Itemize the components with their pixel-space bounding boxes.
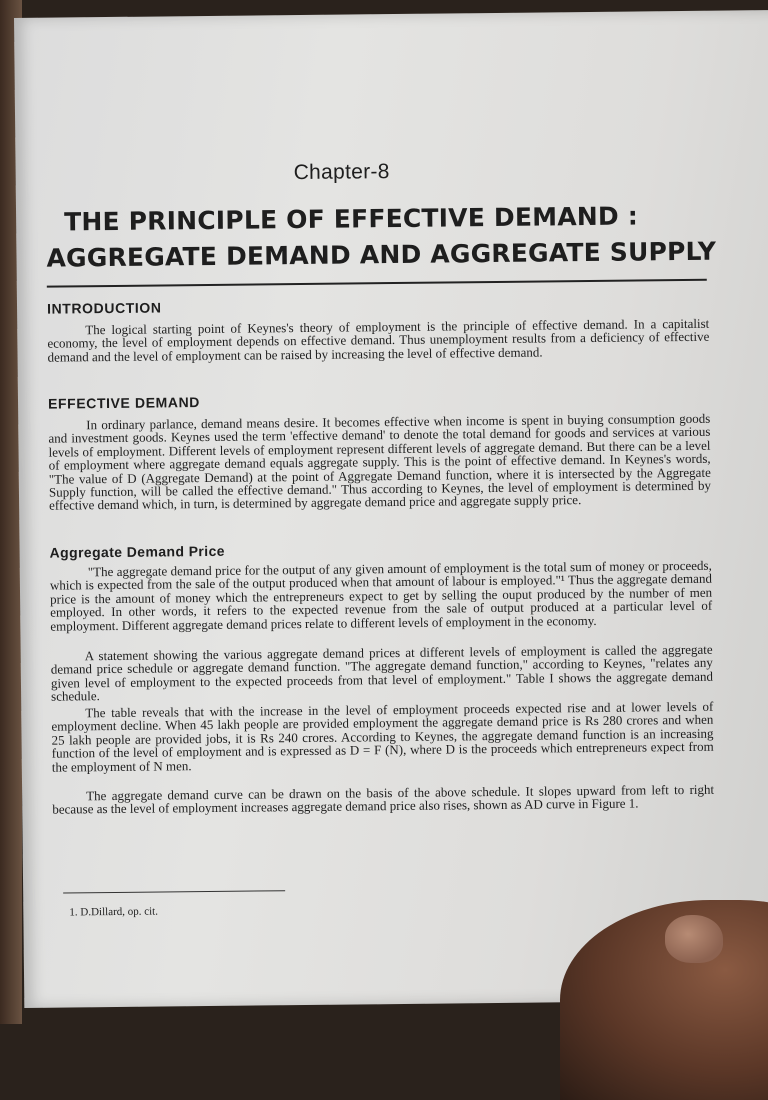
adp-paragraph-1: "The aggregate demand price for the output of any given amount of employment is the total sum of money or proceeds, which is expected from the sale of the output produced when that amount of labour is employed."¹ Thus the aggregate demand price is the amount of money which the entrepreneurs expect to get by selling the ouput produced by the number of men employed. In other words, it refers to the expected revenue from the sale of output produced at a particular level of employment. Different aggregate demand prices relate to different levels of employment in the economy. bbox=[49, 557, 713, 634]
footnote: 1. D.Dillard, op. cit. bbox=[69, 905, 159, 919]
aggregate-demand-price-heading: Aggregate Demand Price bbox=[49, 542, 225, 561]
adp-paragraph-2: A statement showing the various aggregate demand prices at different levels of employment is called the aggregate demand price schedule or aggregate demand function. "The aggregate demand function," according to Keynes, "relates any given level of employment to the expected proceeds from that level of employment." Table I shows the aggregate demand schedule. bbox=[50, 641, 714, 704]
book-page bbox=[14, 10, 768, 1008]
effective-demand-heading: EFFECTIVE DEMAND bbox=[47, 394, 201, 412]
adp-paragraph-4: The aggregate demand curve can be drawn on the basis of the above schedule. It slopes upward from left to right because as the level of employment increases aggregate demand price also rises, shown as AD curve in Figure 1. bbox=[52, 781, 715, 818]
thumbnail bbox=[665, 915, 723, 963]
effective-demand-paragraph: In ordinary parlance, demand means desire. It becomes effective when income is spent in buying consumption goods and investment goods. Keynes used the term 'effective demand' to denote the total demand for goods and services at various levels of employment. Different levels of employment represent different levels of aggregate demand. But there can be a level of employment where aggregate demand equals aggregate supply. This is the point of effective demand. In Keynes's words, "The value of D (Aggregate Demand) at the point of Aggregate Demand function, where it is intersected by the Aggregate Supply function, will be called the effective demand." Thus according to Keynes, the level of employment is determined by effective demand which, in turn, is determined by aggregate demand price and aggregate supply price. bbox=[48, 410, 712, 514]
footnote-rule bbox=[63, 890, 285, 893]
chapter-title-line2: AGGREGATE DEMAND AND AGGREGATE SUPPLY bbox=[46, 236, 717, 273]
chapter-title-line1: THE PRINCIPLE OF EFFECTIVE DEMAND : bbox=[63, 201, 639, 237]
introduction-heading: INTRODUCTION bbox=[46, 299, 162, 317]
chapter-number: Chapter-8 bbox=[293, 160, 390, 185]
title-rule bbox=[47, 279, 707, 288]
introduction-paragraph: The logical starting point of Keynes's theory of employment is the principle of effective demand. In a capitalist economy, the level of employment depends on effective demand. Thus unemployment results from a deficiency of effective demand and the level of employment can be raised by increasing the level of effective demand. bbox=[47, 315, 710, 365]
adp-paragraph-3: The table reveals that with the increase in the level of employment proceeds expected rise and at lower levels of employment decline. When 45 lakh people are provided employment the aggregate demand price is Rs 280 crores and when 25 lakh people are provided jobs, it is Rs 240 crores. According to Keynes, the aggregate demand function is an increasing function of the level of employment and is expressed as D = F (N), where D is the proceeds which entrepreneurs expect from the employment of N men. bbox=[51, 698, 714, 775]
